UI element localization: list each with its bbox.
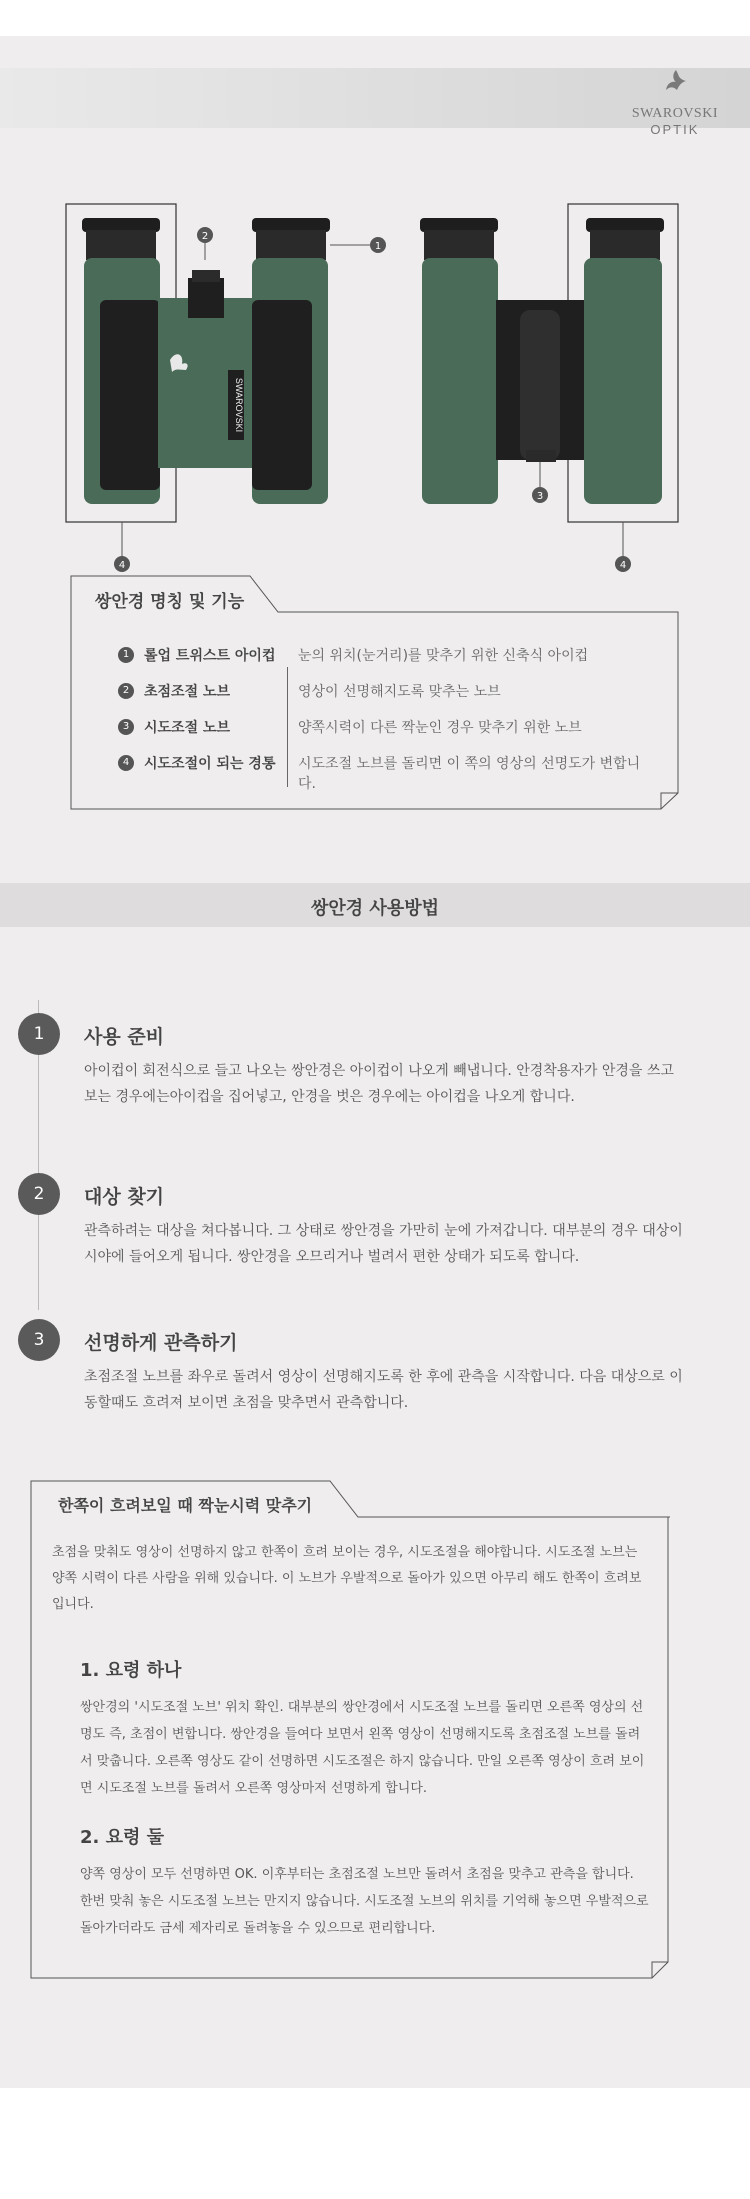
swan-icon [662,68,688,98]
svg-text:4: 4 [118,560,126,571]
step-number: 2 [18,1173,60,1215]
part-name: 롤업 트위스트 아이컵 [144,648,276,664]
step-title: 선명하게 관측하기 [84,1332,238,1354]
part-name: 시도조절 노브 [144,720,231,736]
usage-header [0,883,750,927]
svg-text:4: 4 [619,560,627,571]
binocular-back [420,204,678,572]
part-number: 1 [118,647,134,663]
binocular-front [66,204,386,572]
part-number: 3 [118,719,134,735]
body-brand-text: SWAROVSKI [234,377,244,433]
tip-heading: 1. 요령 하나 [80,1660,182,1681]
tip-paragraph: 양쪽 영상이 모두 선명하면 OK. 이후부터는 초점조절 노브만 돌려서 초점을 맞추고 관측을 합니다. 한번 맞춰 놓은 시도조절 노브는 만지지 않습니다. 시도조절 노브의 위치를 기억해 놓으면 우발적으로 돌아가더라도 금세 제자리로 돌려놓을 수 있으므로 편리합니다. [80,1867,649,1936]
svg-text:3: 3 [536,491,544,502]
part-name: 시도조절이 되는 경통 [144,756,276,772]
part-description: 시도조절 노브를 돌리면 이 쪽의 영상의 선명도가 변합니다. [298,756,641,792]
binocular-figure [0,150,750,580]
step-number: 1 [18,1013,60,1055]
step-text: 관측하려는 대상을 쳐다봅니다. 그 상태로 쌍안경을 가만히 눈에 가져갑니다. 대부분의 경우 대상이 시야에 들어오게 됩니다. 쌍안경을 오므리거나 벌려서 편한 상태가 되도록 합니다. [84,1223,683,1265]
parts-title: 쌍안경 명칭 및 기능 [95,592,245,612]
svg-text:1: 1 [374,241,382,252]
part-number: 2 [118,683,134,699]
brand-logo [632,86,718,137]
part-description: 영상이 선명해지도록 맞추는 노브 [298,684,501,700]
parts-list [118,645,658,792]
part-description: 양쪽시력이 다른 짝눈인 경우 맞추기 위한 노브 [298,720,582,736]
part-number: 4 [118,755,134,771]
part-description: 눈의 위치(눈거리)를 맞추기 위한 신축식 아이컵 [298,648,589,664]
svg-text:2: 2 [201,231,209,242]
part-row [118,753,658,792]
step-title: 사용 준비 [84,1026,165,1048]
brand-name: SWAROVSKI [631,106,718,121]
tip-title: 한쪽이 흐려보일 때 짝눈시력 맞추기 [58,1496,313,1515]
parts-box [70,575,680,810]
tip-heading: 2. 요령 둘 [80,1827,165,1848]
part-row [118,717,658,753]
part-row [118,681,658,717]
tip-intro: 초점을 맞춰도 영상이 선명하지 않고 한쪽이 흐려 보이는 경우, 시도조절을 해야합니다. 시도조절 노브는 양쪽 시력이 다른 사람을 위해 있습니다. 이 노브가 우발적으로 돌아가 있으면 아무리 해도 한쪽이 흐려보입니다. [52,1545,642,1612]
brand-header [0,68,750,137]
brand-sub: OPTIK [650,122,700,137]
tip-box [30,1480,670,1980]
step-text: 아이컵이 회전식으로 들고 나오는 쌍안경은 아이컵이 나오게 빼냅니다. 안경착용자가 안경을 쓰고 보는 경우에는아이컵을 집어넣고, 안경을 벗은 경우에는 아이컵을 나오게 합니다. [84,1063,674,1105]
step-number: 3 [18,1319,60,1361]
step-text: 초점조절 노브를 좌우로 돌려서 영상이 선명해지도록 한 후에 관측을 시작합니다. 다음 대상으로 이동할때도 흐려져 보이면 초점을 맞추면서 관측합니다. [84,1369,683,1411]
step-title: 대상 찾기 [84,1186,165,1208]
tip-paragraph: 쌍안경의 '시도조절 노브' 위치 확인. 대부분의 쌍안경에서 시도조절 노브를 돌리면 오른쪽 영상의 선명도 즉, 초점이 변합니다. 쌍안경을 들여다 보면서 왼쪽 영상이 선명해지도록 초점조절 노브를 돌려서 맞춥니다. 오른쪽 영상도 같이 선명하면 시도조절은 하지 않습니다. 만일 오른쪽 영상이 흐려 보이면 시도조절 노브를 돌려서 오른쪽 영상마저 선명하게 합니다. [80,1700,645,1796]
part-name: 초점조절 노브 [144,684,231,700]
usage-title: 쌍안경 사용방법 [311,898,439,919]
part-row [118,645,658,681]
parts-divider [287,667,288,787]
